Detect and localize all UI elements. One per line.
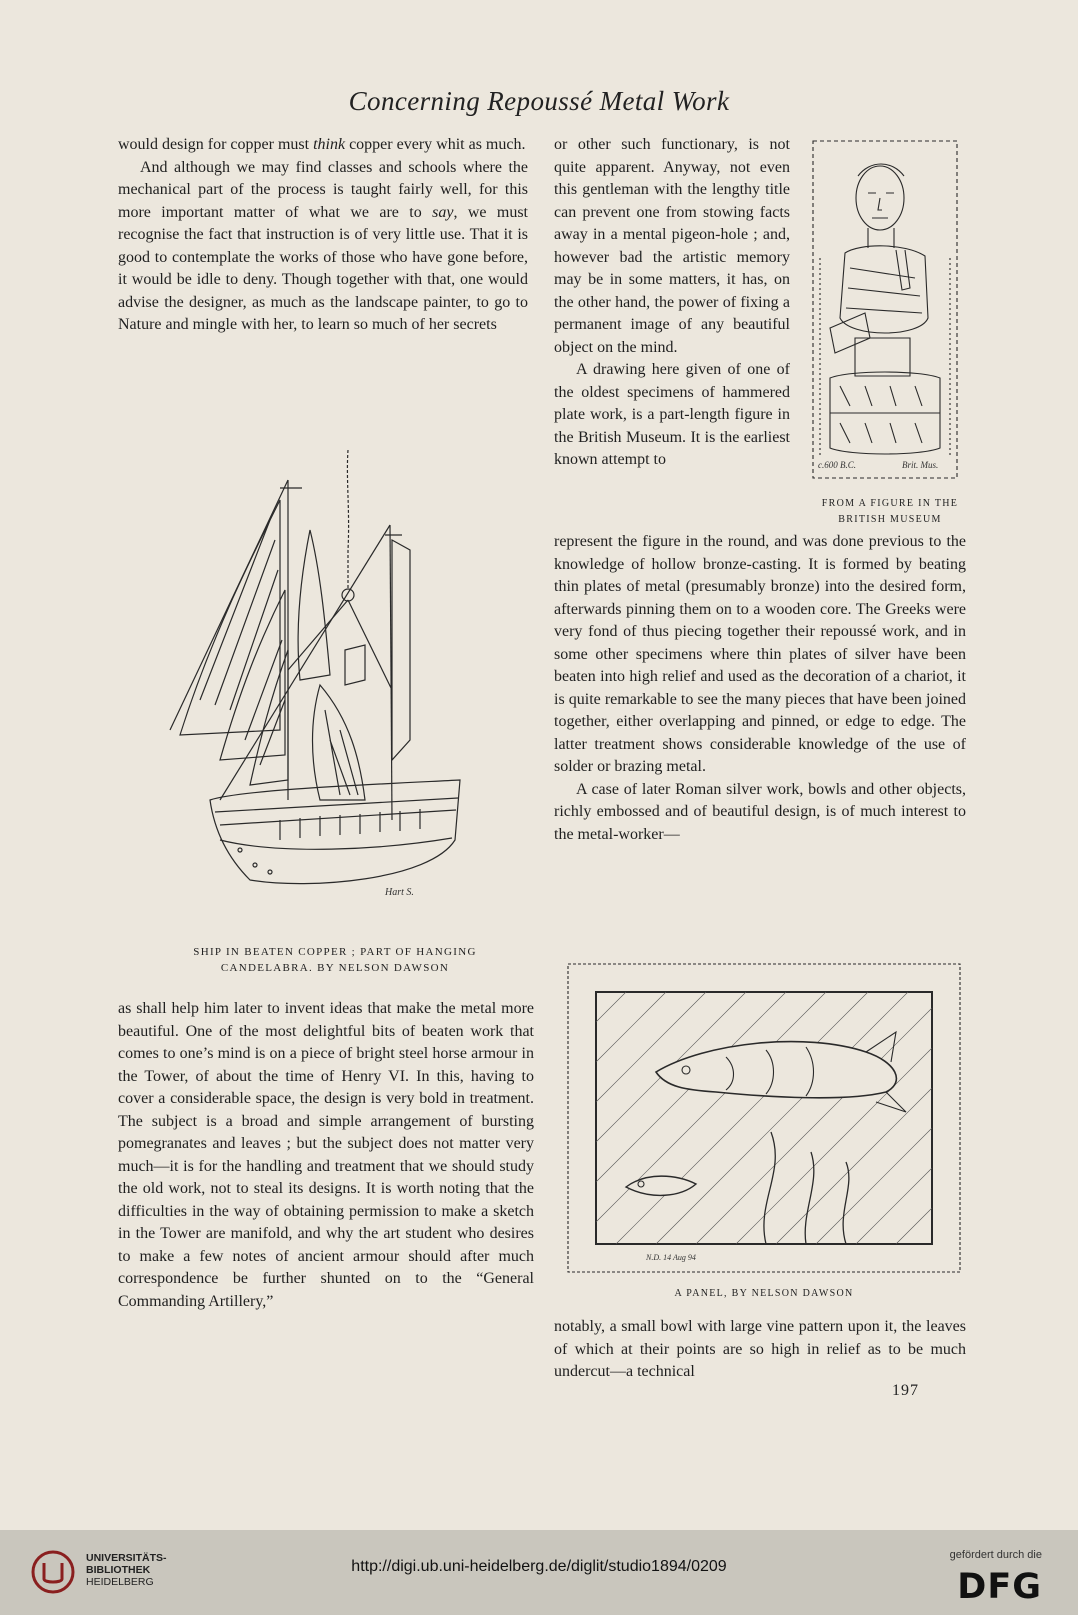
paragraph: A drawing here given of one of the oldest specimens of hammered plate work, is a part-length figure in the British Museum. It is the earliest known attempt to xyxy=(554,361,790,468)
left-column-bottom-text xyxy=(118,998,534,1313)
university-library-name: UNIVERSITÄTS- BIBLIOTHEK HEIDELBERG xyxy=(86,1552,167,1588)
paragraph: would design for copper must think copper every whit as much. xyxy=(118,136,526,153)
funded-by-label: gefördert durch die xyxy=(949,1549,1042,1561)
ship-caption: SHIP IN BEATEN COPPER ; PART OF HANGING CANDELABRA. BY NELSON DAWSON xyxy=(193,946,477,974)
paragraph: represent the figure in the round, and was done previous to the knowledge of hollow bronze-casting. It is formed by beating thin plates of metal (presumably bronze) into the desired form, afterwards pinning them on to a wooden core. The Greeks were very fond of thus piecing together their repoussé work, and in some other specimens where thin plates of silver have been beaten into high relief and used as the decoration of a chariot, it is quite remarkable to see the many pieces that have been joined together, either overlapping and pinned, or edge to edge. The latter treatment shows considerable knowledge of the use of solder or brazing metal. xyxy=(554,533,966,775)
illustration-signature: Hart S. xyxy=(385,887,414,898)
dfg-logo: DFG xyxy=(957,1567,1042,1607)
panel-illustration xyxy=(566,962,962,1274)
bust-signature-left: c.600 B.C. xyxy=(818,460,856,470)
right-column-middle-text xyxy=(554,531,966,846)
page-number: 197 xyxy=(892,1382,919,1399)
right-column-bottom-text xyxy=(554,1316,966,1384)
panel-caption: A PANEL, BY NELSON DAWSON xyxy=(674,1288,854,1299)
paragraph: notably, a small bowl with large vine pattern upon it, the leaves of which at their points are so high in relief as to be much undercut—a technical xyxy=(554,1318,966,1380)
footer-bar xyxy=(0,1530,1078,1615)
panel-signature: N.D. 14 Aug 94 xyxy=(646,1253,696,1262)
paragraph: A case of later Roman silver work, bowls and other objects, richly embossed and of beautiful design, is of much interest to the metal-worker— xyxy=(554,780,966,843)
ship-illustration xyxy=(160,440,520,920)
page-title: Concerning Repoussé Metal Work xyxy=(348,86,730,116)
paragraph: or other such functionary, is not quite apparent. Anyway, not even this gentleman with the lengthy title can prevent one from stowing facts away in a mental pigeon-hole ; and, however bad the artistic memory may be in some matters, it has, on the other hand, the power of fixing a permanent image of any beautiful object on the mind. xyxy=(554,136,790,356)
bust-caption: FROM A FIGURE IN THE BRITISH MUSEUM xyxy=(821,498,959,525)
source-url-link[interactable]: http://digi.ub.uni-heidelberg.de/diglit/studio1894/0209 xyxy=(351,1558,727,1575)
bust-illustration xyxy=(810,138,960,483)
left-column-top-text xyxy=(118,134,528,337)
paragraph: And although we may find classes and schools where the mechanical part of the process is taught fairly well, for this more important matter of what we are to say, we must recognise the fact that instruction is of very little use. That it is good to contemplate the works of those who have gone before, it would be idle to deny. Though together with that, one would advise the designer, as much as the landscape painter, to go to Nature and mingle with her, to learn so much of her secrets xyxy=(118,158,529,333)
bust-signature-right: Brit. Mus. xyxy=(902,460,939,470)
right-column-top-text xyxy=(554,134,790,472)
paragraph: as shall help him later to invent ideas that make the metal more beautiful. One of the most delightful bits of beaten work that comes to one’s mind is on a piece of bright steel horse armour in the Tower, of about the time of Henry VI. In this, having to cover a considerable space, the design is very bold in treatment. The subject is a broad and simple arrangement of bursting pomegranates and leaves ; but the subject does not matter very much—it is for the handling and treatment that we should study the old work, not to steal its designs. It is worth noting that the difficulties in the way of obtaining permission to make a sketch in the Tower are manifold, and why the art student who desires to make a few notes of ancient armour should after much correspondence be further shunted on to the “General Commanding Artillery,” xyxy=(118,1000,534,1310)
